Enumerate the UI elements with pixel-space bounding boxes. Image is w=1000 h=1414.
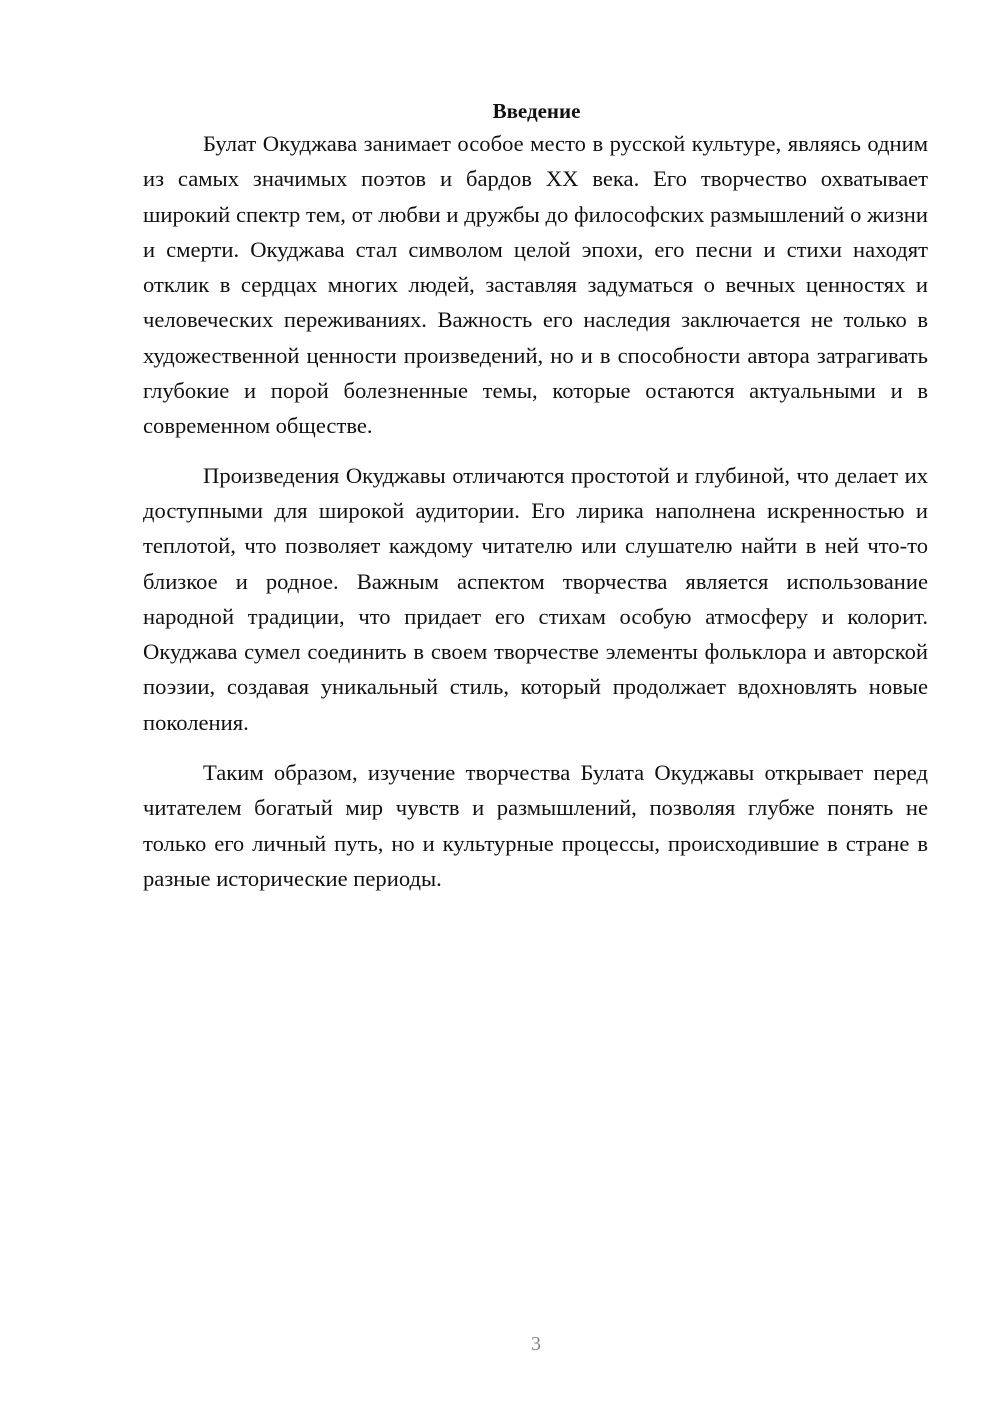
page-content: [143, 96, 928, 896]
paragraph-3: Таким образом, изучение творчества Булата Окуджавы открывает перед читателем богатый мир чувств и размышлений, позволяя глубже понять не только его личный путь, но и культурные процессы, происходившие в стране в разные исторические периоды.: [143, 760, 928, 891]
section-heading: Введение: [492, 99, 581, 123]
paragraph-2: Произведения Окуджавы отличаются простотой и глубиной, что делает их доступными для широкой аудитории. Его лирика наполнена искренностью и теплотой, что позволяет каждому читателю или слушателю найти в ней что-то близкое и родное. Важным аспектом творчества является использование народной традиции, что придает его стихам особую атмосферу и колорит. Окуджава сумел соединить в своем творчестве элементы фольклора и авторской поэзии, создавая уникальный стиль, который продолжает вдохновлять новые поколения.: [143, 462, 928, 735]
paragraph-1: Булат Окуджава занимает особое место в русской культуре, являясь одним из самых значимых поэтов и бардов XX века. Его творчество охватывает широкий спектр тем, от любви и дружбы до философских размышлений о жизни и смерти. Окуджава стал символом целой эпохи, его песни и стихи находят отклик в сердцах многих людей, заставляя задуматься о вечных ценностях и человеческих переживаниях. Важность его наследия заключается не только в художественной ценности произведений, но и в способности автора затрагивать глубокие и порой болезненные темы, которые остаются актуальными и в современном обществе.: [143, 131, 928, 439]
page-number: 3: [531, 1333, 541, 1355]
